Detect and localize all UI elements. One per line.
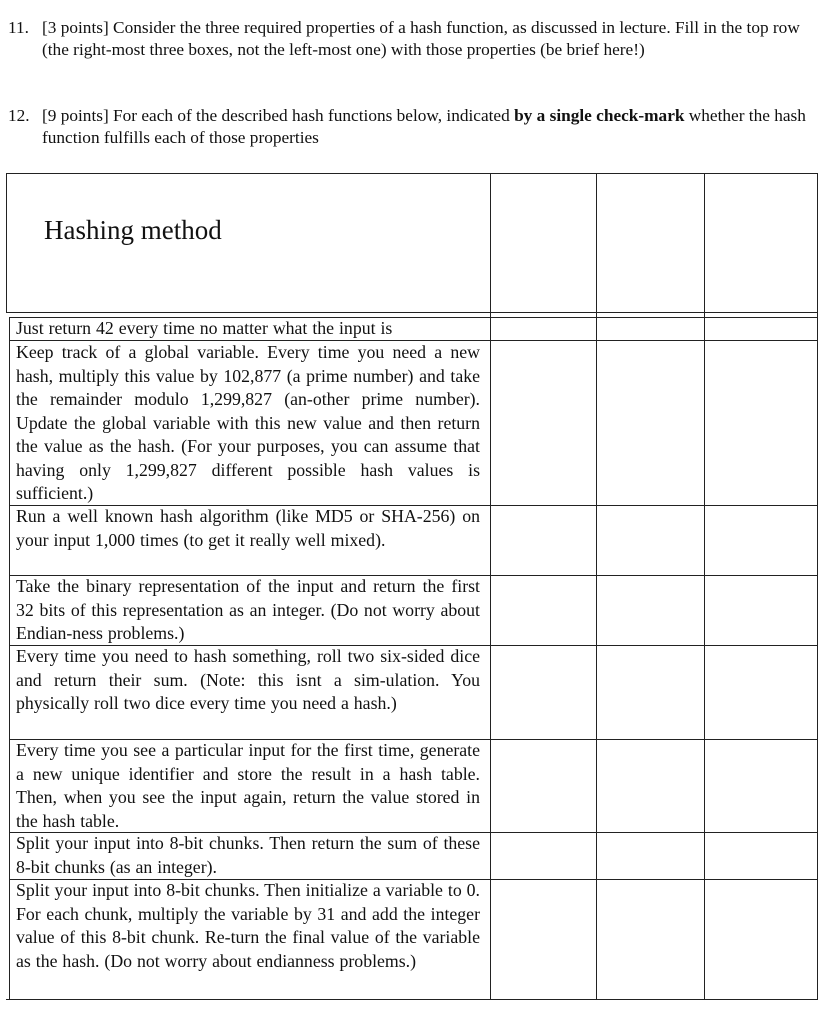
property-box-2[interactable] xyxy=(597,174,704,312)
table-border-right xyxy=(817,173,818,1000)
table-row-method: Split your input into 8-bit chunks. Then return the sum of these 8-bit chunks (as an integer). xyxy=(16,833,480,877)
property-box-1[interactable] xyxy=(491,174,596,312)
question-text-emphasis: by a single check-mark xyxy=(514,106,685,125)
question-number: 12. xyxy=(8,106,30,125)
question-text xyxy=(42,105,820,149)
table-border-left xyxy=(6,173,7,313)
property-box-3[interactable] xyxy=(705,174,817,312)
table-row-method: Just return 42 every time no matter what the input is xyxy=(16,318,393,338)
question-12 xyxy=(8,105,820,149)
table-row-method: Every time you need to hash something, roll two six-sided dice and return their sum. (Note: this isnt a sim-ulation. You physically roll two dice every time you need a hash.) xyxy=(16,646,480,713)
table-row-method: Take the binary representation of the input and return the first 32 bits of this representation as an integer. (Do not worry about Endian-ness problems.) xyxy=(16,576,480,643)
question-11 xyxy=(8,17,820,61)
table-border-left-inner xyxy=(9,317,10,999)
table-row-method: Split your input into 8-bit chunks. Then initialize a variable to 0. For each chunk, multiply the variable by 31 and add the integer value of this 8-bit chunk. Re-turn the final value of the variable as the hash. (Do not worry about endianness problems.) xyxy=(16,880,480,971)
table-border-header-bottom xyxy=(6,312,818,313)
question-text-part: [9 points] For each of the described hash functions below, indicated xyxy=(42,106,515,125)
checkbox-cell[interactable] xyxy=(705,318,817,340)
question-text-part: whether the hash function fulfills each of those properties xyxy=(42,106,806,147)
table-row-method: Keep track of a global variable. Every time you need a new hash, multiply this value by 102,877 (a prime number) and take the remainder modulo 1,299,827 (an-other prime number). Update the global variable with this new value and then return the value as the hash. (For your purposes, you can assume that having only 1,299,827 different possible hash values is sufficient.) xyxy=(16,342,480,503)
checkbox-cell[interactable] xyxy=(597,318,704,340)
table-row-method: Every time you see a particular input for the first time, generate a new unique identifier and store the result in a hash table. Then, when you see the input again, return the value stored in the hash table. xyxy=(16,740,480,831)
question-number: 11. xyxy=(8,18,29,37)
table-border-bottom xyxy=(6,999,818,1000)
table-row-method: Run a well known hash algorithm (like MD5 or SHA-256) on your input 1,000 times (to get it really well mixed). xyxy=(16,506,480,550)
table-header-hashing-method: Hashing method xyxy=(44,215,222,245)
question-text: [3 points] Consider the three required properties of a hash function, as discussed in lecture. Fill in the top row (the right-most three boxes, not the left-most one) with those properties (be brief here!) xyxy=(42,18,800,59)
checkbox-cell[interactable] xyxy=(491,318,596,340)
